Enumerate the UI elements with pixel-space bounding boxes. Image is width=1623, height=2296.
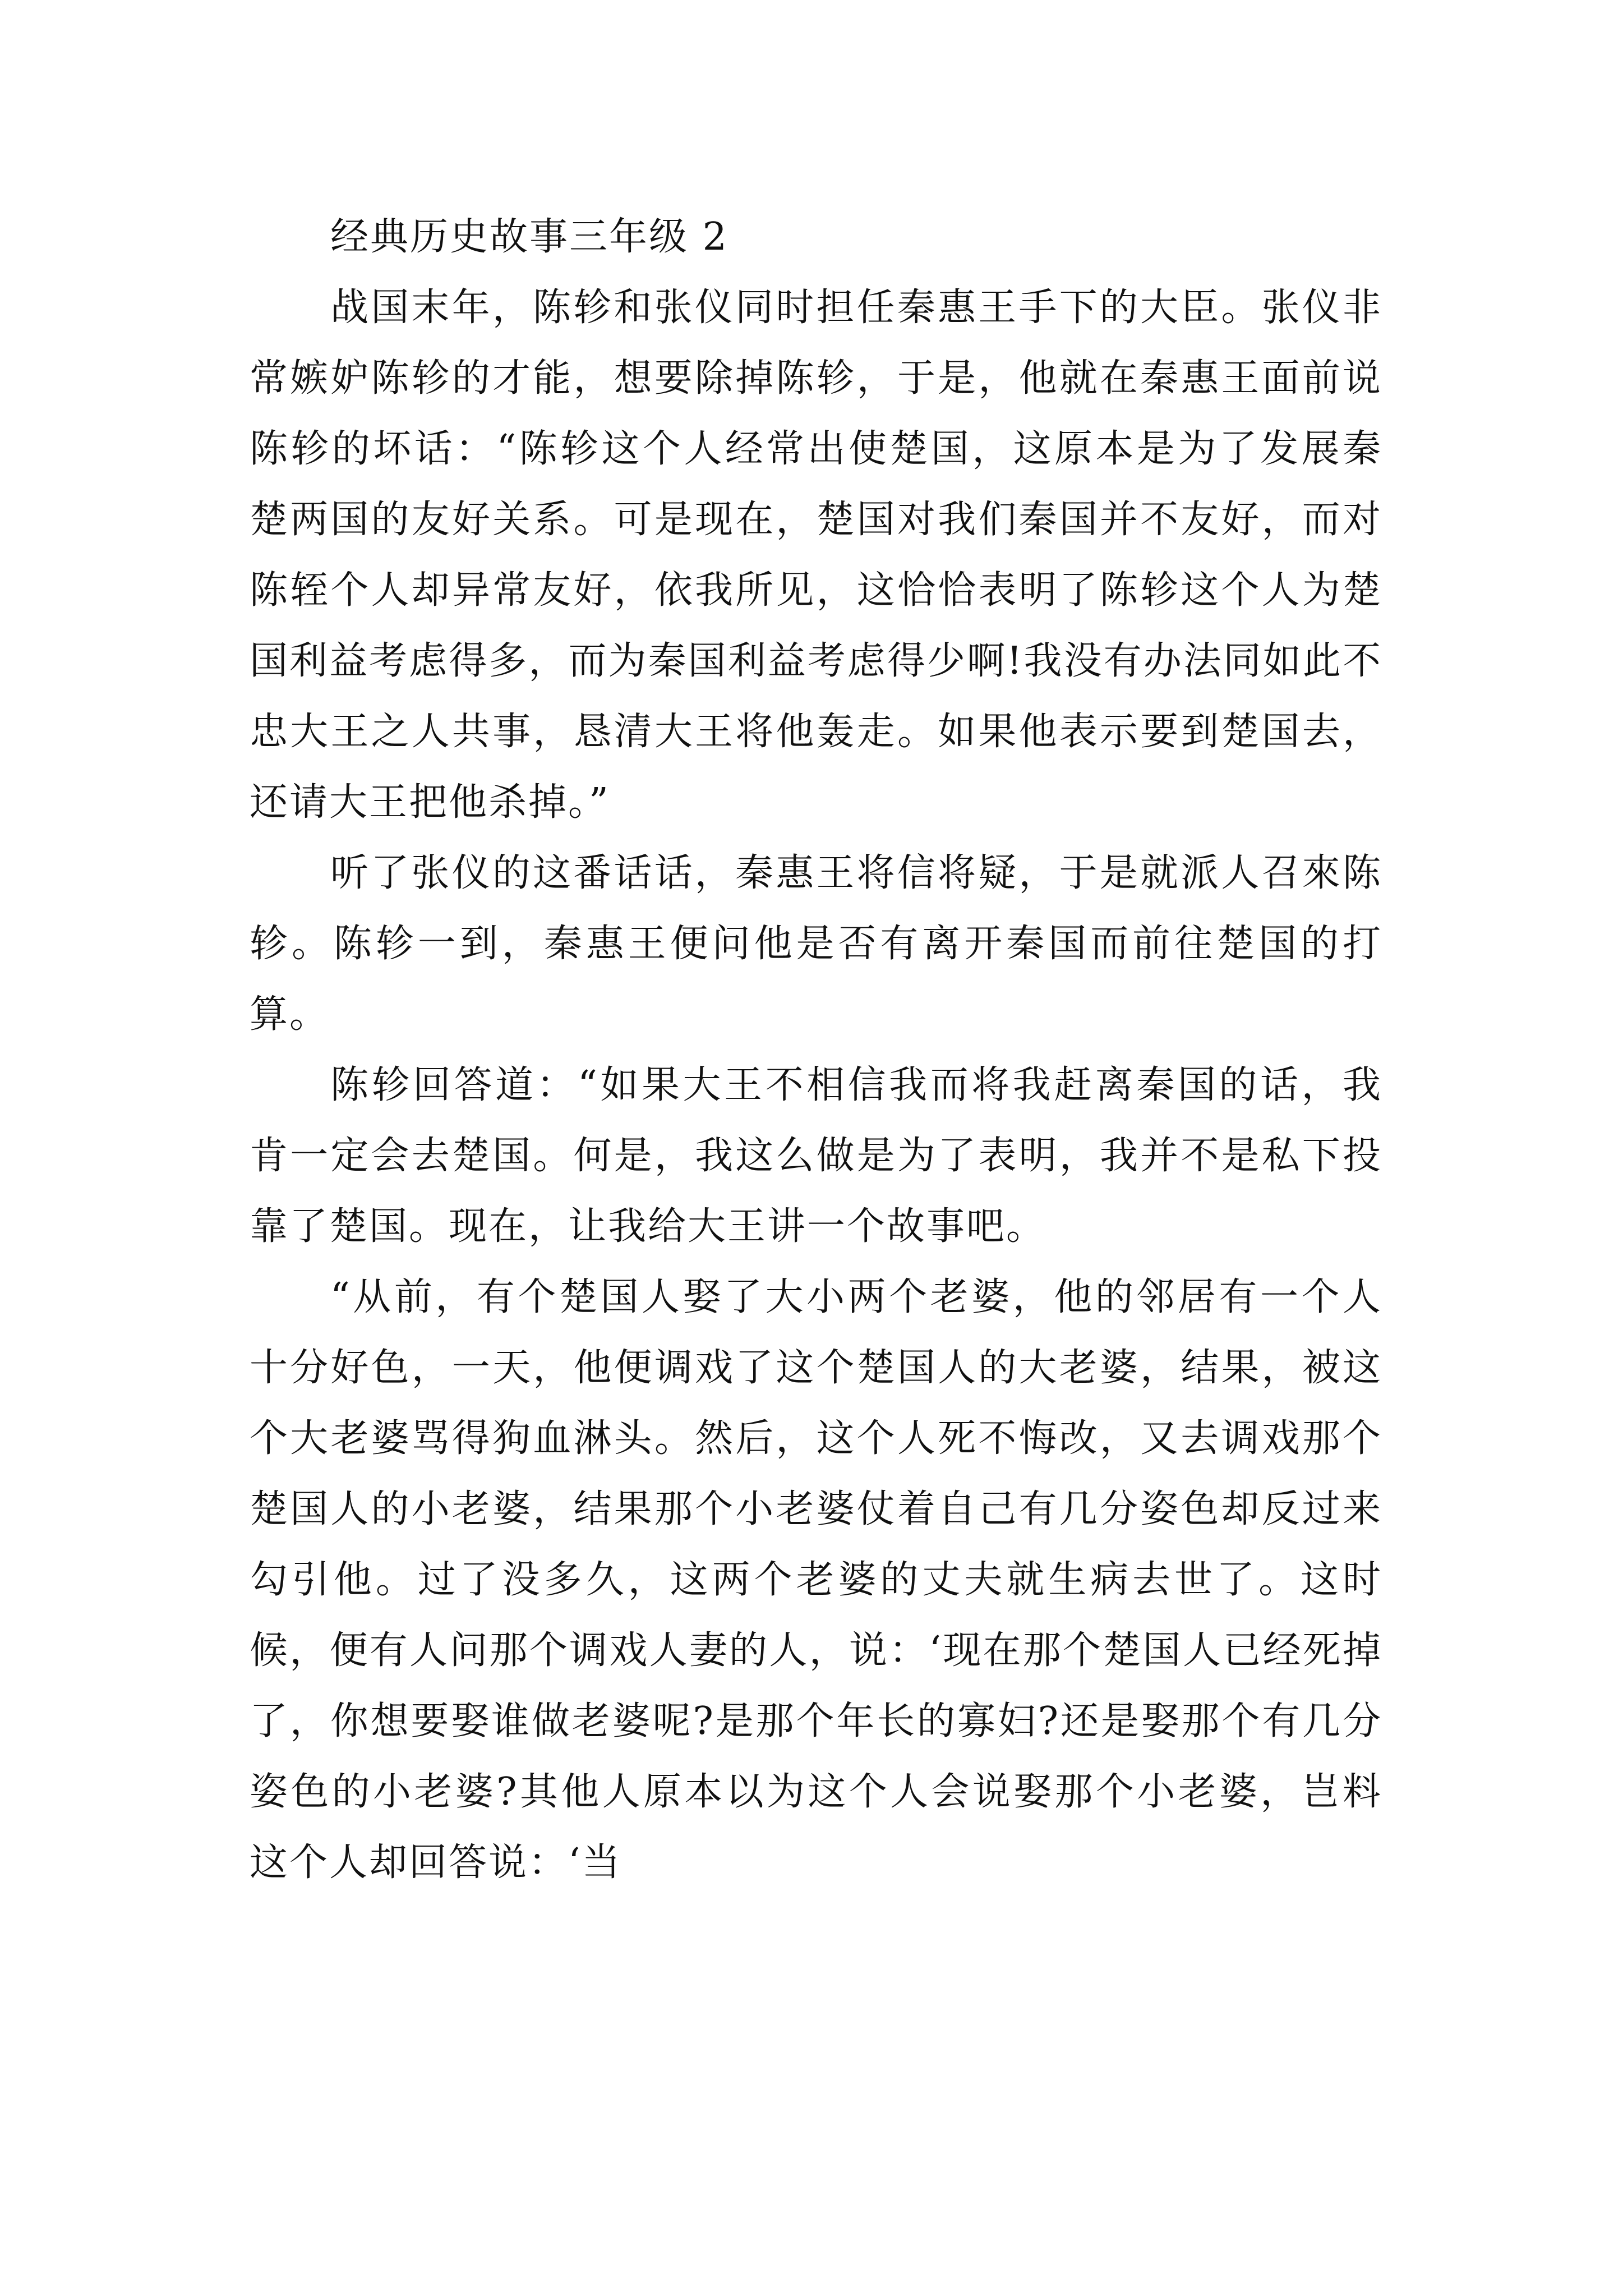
paragraph-4: “从前，有个楚国人娶了大小两个老婆，他的邻居有一个人十分好色，一天，他便调戏了这个楚国人的大老婆，结果，被这个大老婆骂得狗血淋头。然后，这个人死不悔改，又去调戏那个楚国人的小老婆，结果那个小老婆仗着自己有几分姿色却反过来勾引他。过了没多久，这两个老婆的丈夫就生病去世了。这时候，便有人问那个调戏人妻的人，说：‘现在那个楚国人已经死掉了，你想要娶谁做老婆呢?是那个年长的寡妇?还是娶那个有几分姿色的小老婆?其他人原本以为这个人会说娶那个小老婆，岂料这个人却回答说：‘当: [250, 1275, 1382, 1885]
paragraph-3: 陈轸回答道：“如果大王不相信我而将我赶离秦国的话，我肯一定会去楚国。何是，我这么做是为了表明，我并不是私下投靠了楚国。现在，让我给大王讲一个故事吧。: [250, 1063, 1382, 1249]
paragraph-2: 听了张仪的这番话话，秦惠王将信将疑，于是就派人召來陈轸。陈轸一到，秦惠王便问他是否有离开秦国而前往楚国的打算。: [250, 851, 1382, 1037]
paragraph-1: 战国末年，陈轸和张仪同时担任秦惠王手下的大臣。张仪非常嫉妒陈轸的才能，想要除掉陈轸，于是，他就在秦惠王面前说陈轸的坏话：“陈轸这个人经常出使楚国，这原本是为了发展秦楚两国的友好关系。可是现在，楚国对我们秦国并不友好，而对陈轾个人却异常友好，依我所见，这恰恰表明了陈轸这个人为楚国利益考虑得多，而为秦国利益考虑得少啊!我没有办法同如此不忠大王之人共事，恳清大王将他轰走。如果他表示要到楚国去，还请大王把他杀掉。”: [250, 286, 1382, 825]
document-title: 经典历史故事三年级 2: [330, 215, 728, 259]
document-body: [250, 202, 1382, 1898]
